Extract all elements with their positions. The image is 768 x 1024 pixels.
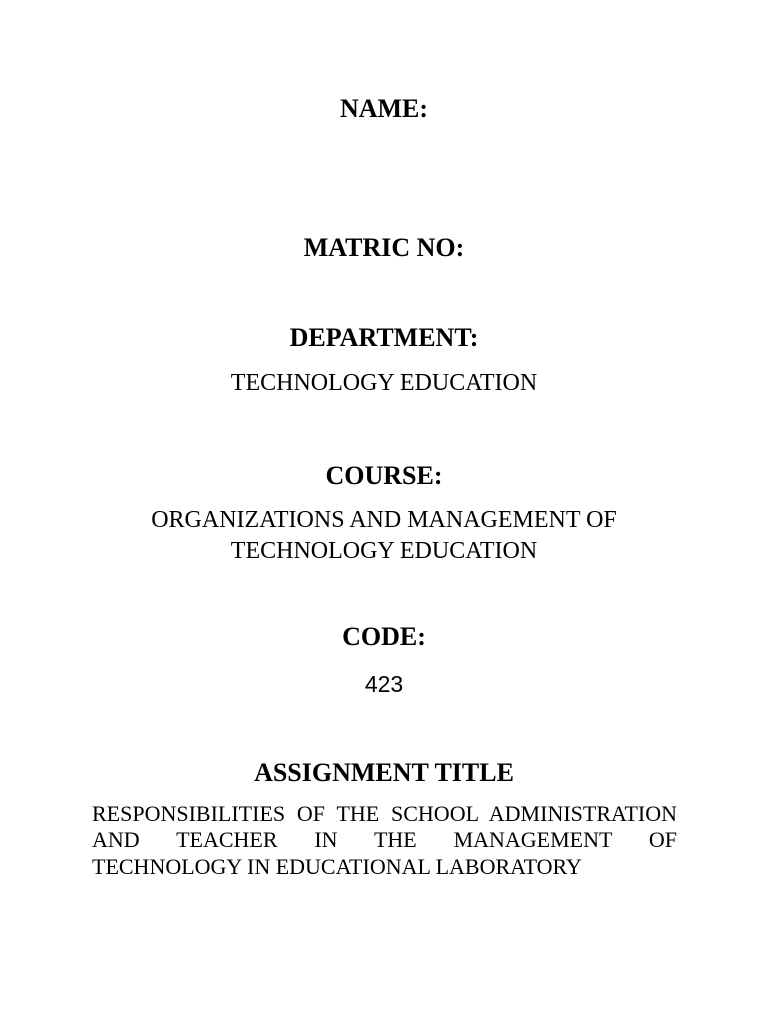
assignment-title-line-3: TECHNOLOGY IN EDUCATIONAL LABORATORY [92, 854, 582, 879]
department-label: DEPARTMENT: [289, 323, 479, 352]
course-value-line-1: ORGANIZATIONS AND MANAGEMENT OF [151, 507, 617, 533]
course-value-line-2: TECHNOLOGY EDUCATION [230, 538, 538, 564]
department-value: TECHNOLOGY EDUCATION [230, 370, 538, 396]
code-label: CODE: [342, 622, 426, 651]
name-label: NAME: [339, 94, 429, 123]
course-label: COURSE: [325, 461, 443, 490]
assignment-title-label: ASSIGNMENT TITLE [254, 758, 514, 787]
assignment-title-line-1: RESPONSIBILITIES OF THE SCHOOL ADMINISTRATION [92, 801, 677, 826]
assignment-title-line-2: AND TEACHER IN THE MANAGEMENT OF [92, 827, 677, 852]
code-value: 423 [364, 671, 404, 697]
matric-number-label: MATRIC NO: [303, 233, 465, 262]
